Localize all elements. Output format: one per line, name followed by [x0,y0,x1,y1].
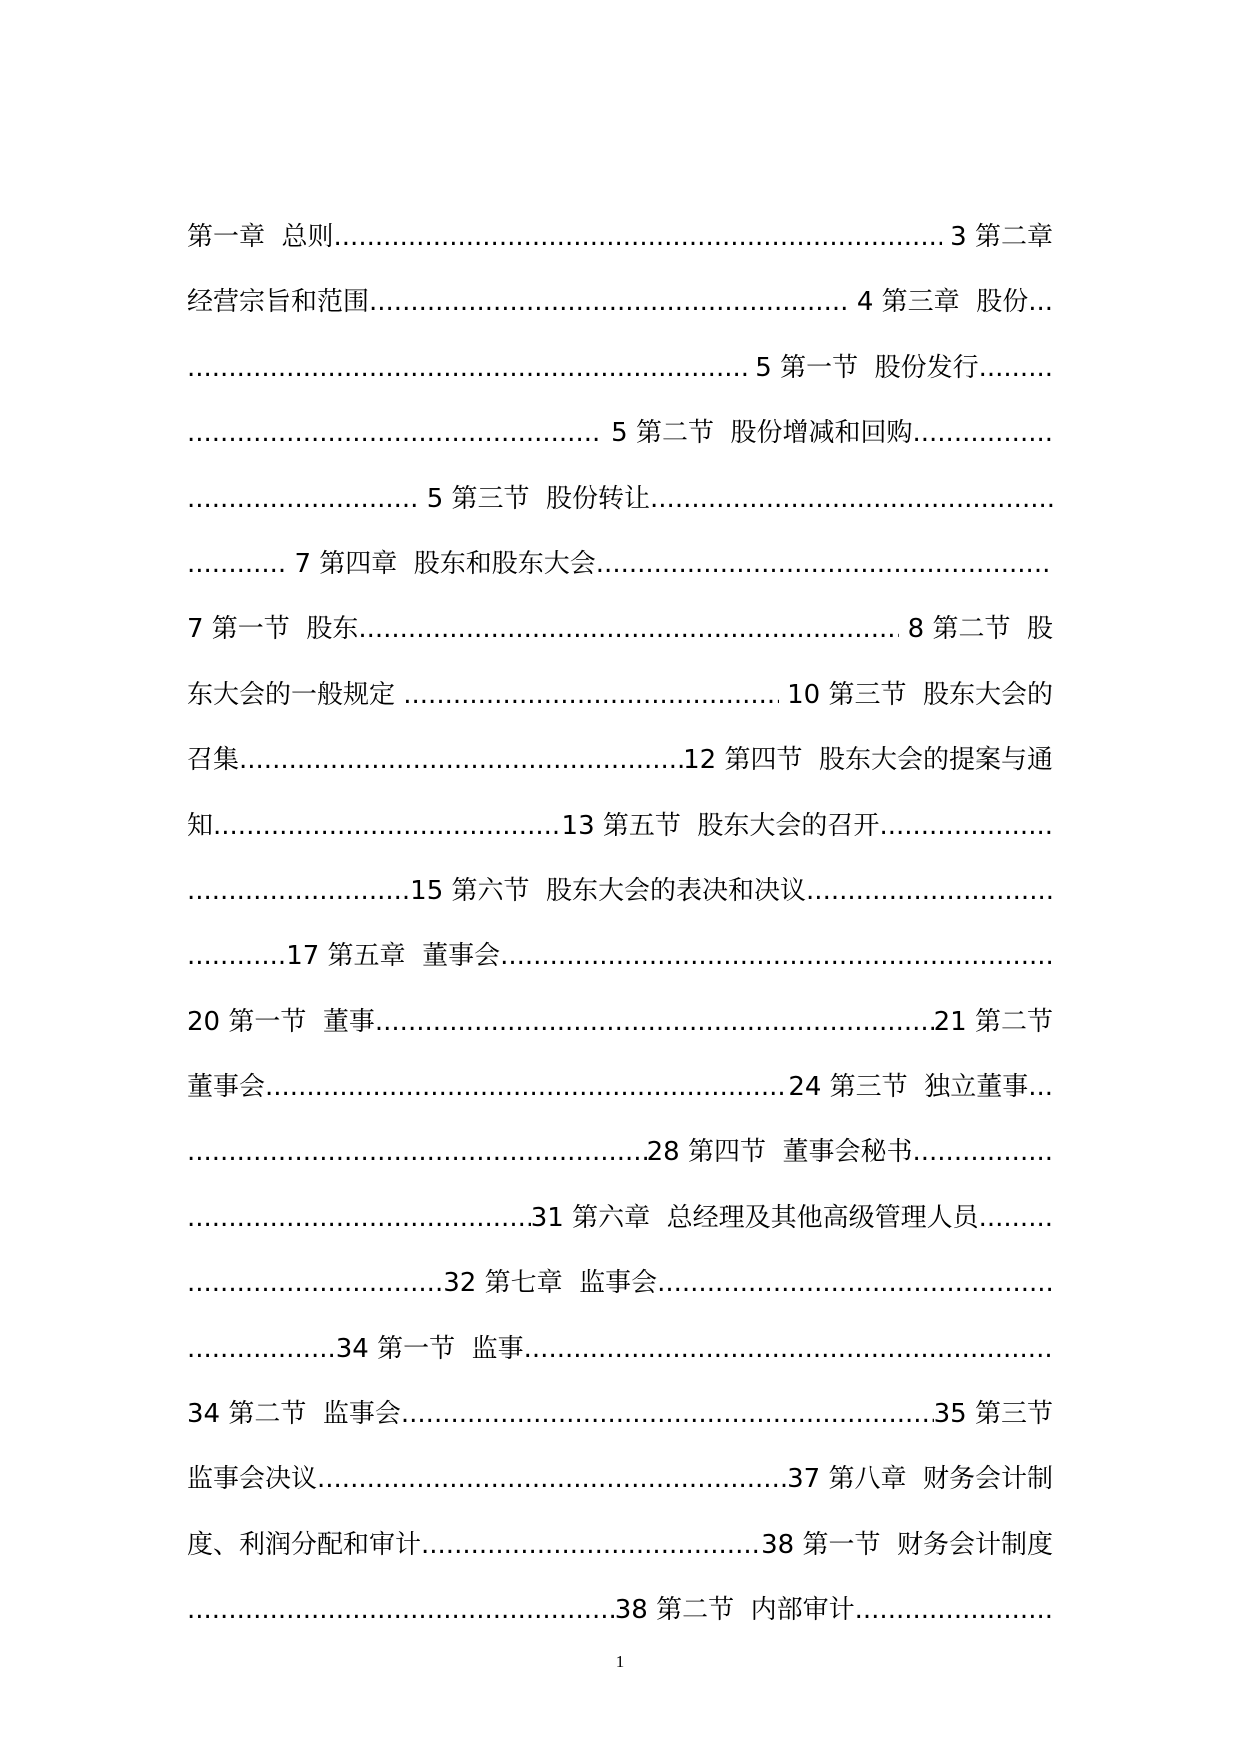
toc-line [187,1001,1053,1066]
dot-leader [334,222,942,252]
toc-line [187,805,1053,870]
toc-entry-text: ............ [187,548,295,579]
dot-leader [421,1530,761,1560]
dot-leader [187,353,747,383]
dot-leader [187,418,603,448]
toc-entry-text: ........................ [854,1595,1053,1626]
toc-line [187,1262,1053,1327]
dot-leader [187,1595,615,1625]
toc-entry-text: 13 第五节 股东大会的召开 [561,810,880,841]
toc-line [187,281,1053,346]
toc-line [187,1393,1053,1458]
dot-leader [187,1137,647,1167]
toc-entry-text: 7 第一节 股东 [187,614,359,645]
toc-line [187,1197,1053,1262]
toc-line [187,1328,1053,1393]
dot-leader [524,1334,1053,1364]
toc-entry-text: 知 [187,810,214,841]
toc-entry-text: 第一章 总则 [187,222,334,252]
dot-leader [403,680,779,710]
toc-entry-text: ......... [978,352,1053,383]
toc-entry-text: 7 第四章 股东和股东大会 [294,548,596,579]
toc-entry-text: ............................... [187,1268,444,1299]
toc-entry-text: ............ [187,941,287,972]
toc-entry-text: 20 第一节 董事 [187,1006,375,1037]
dot-leader [806,876,1053,906]
toc-entry-text: 8 第二节 股 [899,614,1053,645]
toc-line [187,870,1053,935]
toc-entry-text: 38 第二节 内部审计 [614,1595,855,1626]
toc-entry-text: ......... [978,1202,1053,1233]
toc-line [187,216,1053,281]
toc-entry-text: 21 第二节 [933,1006,1053,1037]
dot-leader [317,1464,787,1494]
toc-entry-text: 召集 [187,745,240,776]
toc-line [187,1066,1053,1131]
table-of-contents [187,216,1053,1655]
toc-entry-text: 4 第三章 股份 [848,287,1029,318]
toc-entry-text: 37 第八章 财务会计制 [787,1464,1053,1495]
toc-entry-text: 35 第三节 [933,1399,1053,1430]
dot-leader [369,287,849,317]
dot-leader [650,484,1053,514]
toc-entry-text: .................. [187,1333,336,1364]
dot-leader [596,549,1053,579]
toc-entry-text: 3 第二章 [941,222,1053,252]
toc-line [187,543,1053,608]
toc-entry-text: 34 第二节 监事会 [187,1399,401,1430]
toc-entry-text: ............................ [187,483,427,514]
toc-entry-text: ..................... [879,810,1053,841]
dot-leader [358,614,899,644]
toc-entry-text: 15 第六节 股东大会的表决和决议 [410,875,807,906]
toc-entry-text: 32 第七章 监事会 [443,1268,658,1299]
dot-leader [265,1072,788,1102]
toc-line [187,478,1053,543]
toc-line [187,674,1053,739]
toc-line [187,739,1053,804]
toc-entry-text: 24 第三节 独立董事 [788,1072,1029,1103]
toc-line [187,412,1053,477]
toc-entry-text: ... [1028,1072,1053,1103]
toc-line [187,608,1053,673]
page-number: 1 [615,1652,625,1671]
dot-leader [401,1399,934,1429]
toc-entry-text: 28 第四节 董事会秘书 [646,1137,913,1168]
toc-entry-text: ... [1028,287,1053,318]
toc-entry-text: 10 第三节 股东大会的 [778,679,1053,710]
dot-leader [187,1203,531,1233]
dot-leader [239,745,683,775]
toc-line [187,347,1053,412]
toc-line [187,1589,1053,1654]
toc-entry-text: ................. [912,418,1053,449]
toc-entry-text: ................. [912,1137,1053,1168]
toc-line [187,1524,1053,1589]
toc-entry-text: 34 第一节 监事 [335,1333,524,1364]
toc-entry-text: 监事会决议 [187,1464,318,1495]
toc-entry-text: 5 第二节 股份增减和回购 [602,418,913,449]
toc-entry-text: 东大会的一般规定 [187,679,404,710]
toc-entry-text: 38 第一节 财务会计制度 [761,1529,1053,1560]
toc-entry-text: 31 第六章 总经理及其他高级管理人员 [530,1202,979,1233]
toc-entry-text: 度、利润分配和审计 [187,1529,422,1560]
toc-entry-text: 12 第四节 股东大会的提案与通 [683,745,1053,776]
dot-leader [657,1268,1053,1298]
toc-entry-text: ........................... [187,875,411,906]
toc-entry-text: 董事会 [187,1072,266,1103]
toc-entry-text: 经营宗旨和范围 [187,287,370,318]
dot-leader [213,811,562,841]
toc-line [187,935,1053,1000]
dot-leader [500,941,1053,971]
toc-entry-text: 5 第一节 股份发行 [747,352,979,383]
toc-entry-text: 5 第三节 股份转让 [426,483,651,514]
toc-entry-text: 17 第五章 董事会 [286,941,501,972]
toc-line [187,1131,1053,1196]
dot-leader [375,1007,934,1037]
toc-line [187,1458,1053,1523]
